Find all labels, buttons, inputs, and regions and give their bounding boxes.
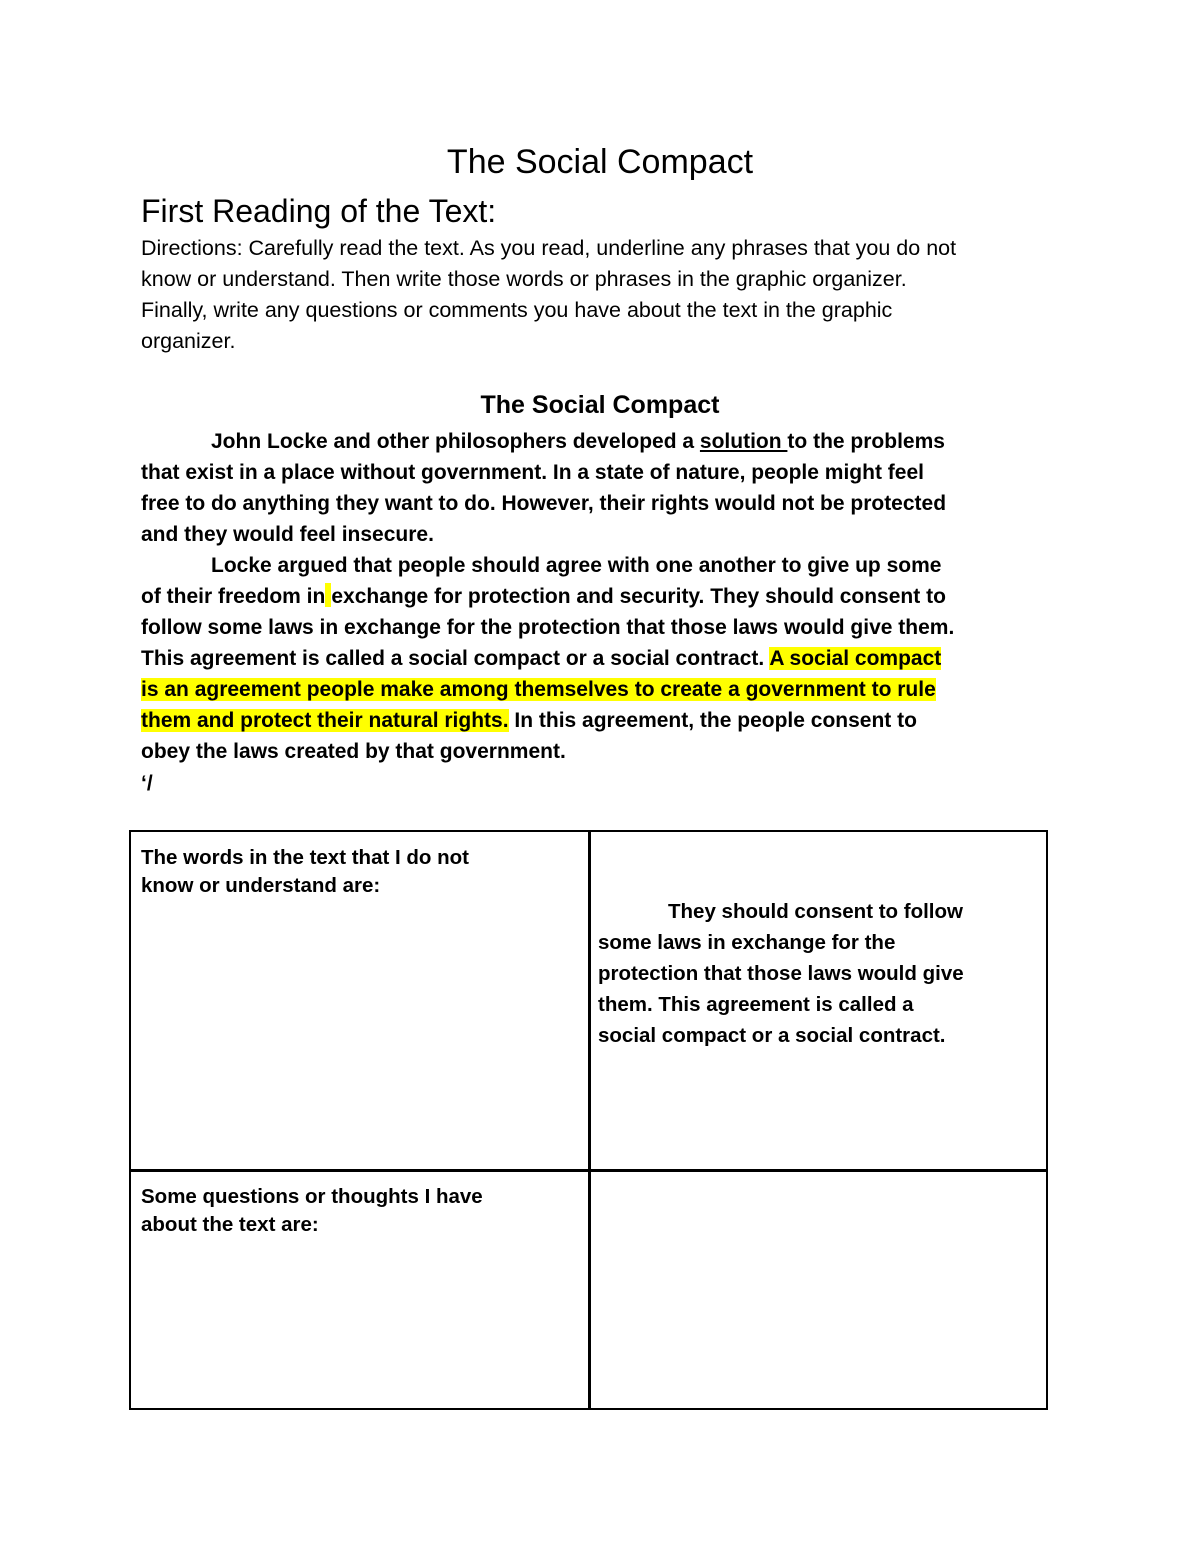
highlighted-text: A social compact: [769, 647, 942, 670]
paragraph-2-line: obey the laws created by that government.: [141, 740, 566, 763]
paragraph-1-line: free to do anything they want to do. However, their rights would not be protected: [141, 492, 947, 515]
paragraph-1-line: and they would feel insecure.: [141, 523, 434, 546]
highlighted-text: them and protect their natural rights.: [141, 709, 509, 732]
directions-line: know or understand. Then write those words or phrases in the graphic organizer.: [141, 267, 907, 291]
paragraph-1-line: [141, 426, 1081, 457]
underlined-word: solution: [699, 430, 788, 453]
directions-line: Finally, write any questions or comments you have about the text in the graphic: [141, 298, 893, 322]
cell-label-line: Some questions or thoughts I have: [141, 1185, 483, 1208]
highlighted-text: is an agreement people make among themselves to create a government to rule: [141, 678, 936, 701]
page-title: The Social Compact: [446, 143, 754, 181]
cell-label-line: about the text are:: [141, 1213, 319, 1236]
reading-passage: [141, 426, 1081, 767]
paragraph-1-line: that exist in a place without government. In a state of nature, people might feel: [141, 461, 924, 484]
paragraph-2-line: follow some laws in exchange for the protection that those laws would give them.: [141, 616, 955, 639]
paragraph-2-line: [141, 705, 1081, 736]
text-run: to the problems: [787, 430, 945, 453]
text-run: exchange for protection and security. They should consent to: [331, 585, 946, 608]
paragraph-2-line: [141, 674, 1081, 705]
cell-label-line: The words in the text that I do not: [141, 846, 469, 869]
text-run: John Locke and other philosophers developed a: [211, 430, 700, 453]
stray-mark: ‘/: [141, 772, 153, 795]
text-run: of their freedom in: [141, 585, 326, 608]
graphic-organizer: [129, 830, 1048, 1410]
organizer-cell-empty[interactable]: [591, 1172, 1046, 1408]
quote-line: They should consent to follow: [668, 900, 963, 923]
section-heading: First Reading of the Text:: [141, 193, 497, 229]
organizer-cell-unknown-words[interactable]: [141, 844, 561, 900]
organizer-cell-quoted-text[interactable]: [598, 896, 1038, 1051]
directions: [141, 233, 1071, 357]
organizer-cell-questions[interactable]: [141, 1183, 561, 1239]
quote-line: protection that those laws would give: [598, 962, 964, 985]
cell-label-line: know or understand are:: [141, 874, 381, 897]
paragraph-2-line: [141, 643, 1081, 674]
reading-title: The Social Compact: [480, 391, 720, 419]
directions-line: organizer.: [141, 329, 236, 353]
paragraph-2-line: Locke argued that people should agree with one another to give up some: [211, 554, 942, 577]
quote-line: some laws in exchange for the: [598, 931, 896, 954]
quote-line: them. This agreement is called a: [598, 993, 914, 1016]
paragraph-2-line: [141, 581, 1081, 612]
quote-line: social compact or a social contract.: [598, 1024, 946, 1047]
text-run: This agreement is called a social compact or a social contract.: [141, 647, 770, 670]
text-run: In this agreement, the people consent to: [508, 709, 917, 732]
directions-line: Directions: Carefully read the text. As you read, underline any phrases that you do not: [141, 236, 957, 260]
